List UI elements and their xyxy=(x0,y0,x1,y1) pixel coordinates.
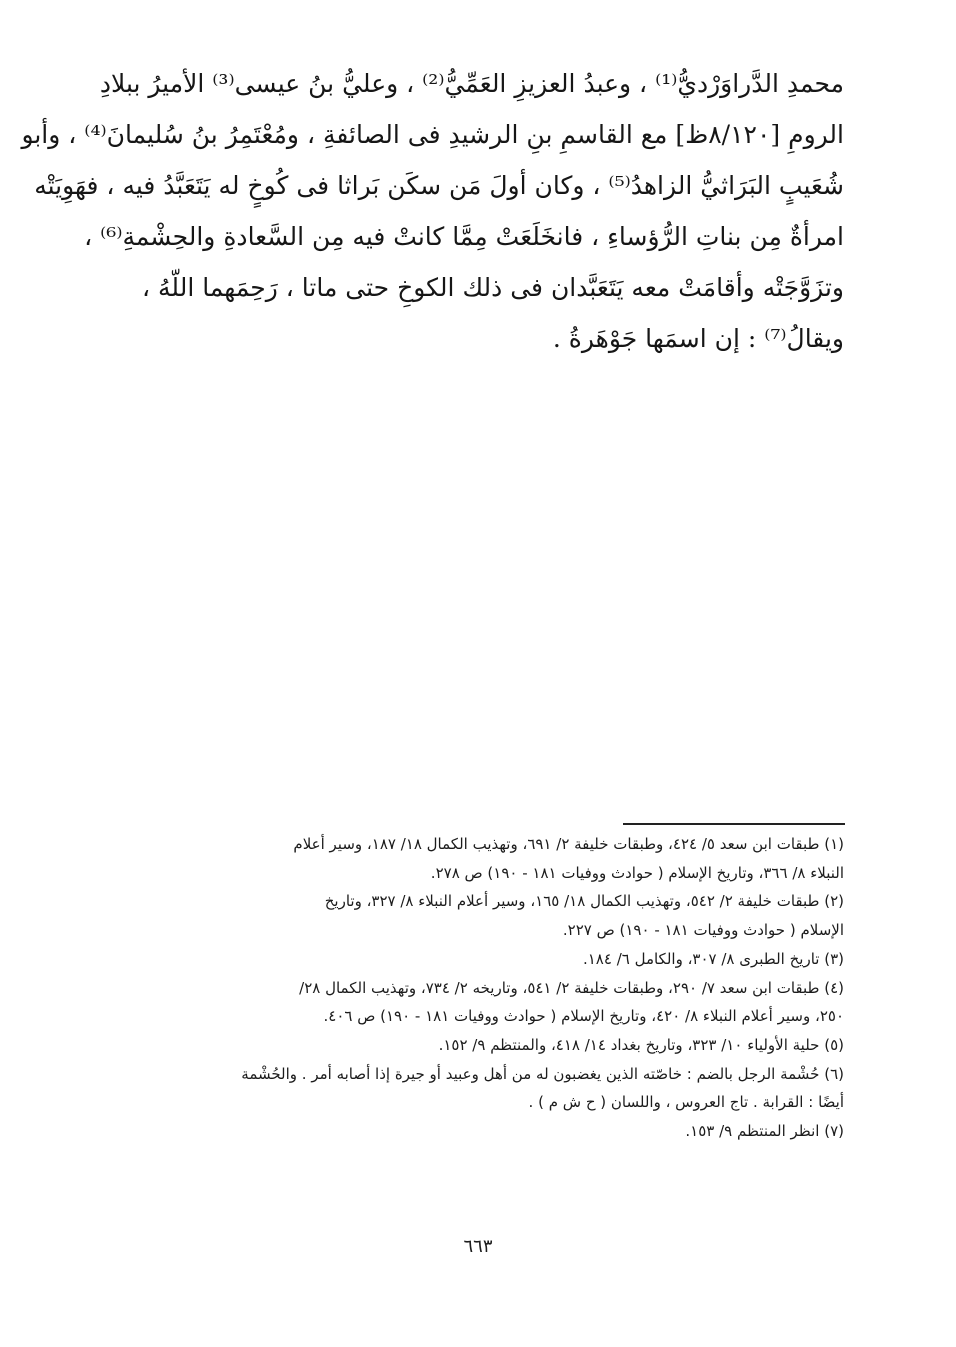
text-line: محمدِ الدَّراوَرْديُّ⁽¹⁾ ، وعبدُ العزيزِ العَمِّيُّ⁽²⁾ ، وعليُّ بنُ عيسى⁽³⁾ الأميرُ ببلادِ xyxy=(99,69,844,98)
text-line: ويقالُ⁽⁷⁾ : إن اسمَها جَوْهَرةُ . xyxy=(552,324,844,353)
footnote-line: أيضًا : القرابة . تاج العروس ، واللسان ( ح ش م ) . xyxy=(528,1093,844,1112)
page-number: ٦٦٣ xyxy=(463,1236,493,1257)
footnote-line: ٢٥٠، وسير أعلام النبلاء ٨/ ٤٢٠، وتاريخ الإسلام ( حوادث ووفيات ١٨١ - ١٩٠) ص ٤٠٦. xyxy=(323,1007,844,1026)
footnote-line: (١) طبقات ابن سعد ٥/ ٤٢٤، وطبقات خليفة ٢/ ٦٩١، وتهذيب الكمال ١٨/ ١٨٧، وسير أعلام xyxy=(293,835,844,853)
footnotes xyxy=(118,830,844,1146)
footnote-separator xyxy=(623,823,845,825)
text-line: شُعَيبٍ البَرَاثيُّ الزاهدُ⁽⁵⁾ ، وكان أولَ مَن سكَن بَراثا فى كُوخٍ له يَتَعَبَّدُ فيه ، فهَوِيَتْه xyxy=(34,171,844,200)
text-line: وتزَوَّجَتْه وأقامَتْ معه يَتَعَبَّدان فى ذلك الكوخِ حتى ماتا ، رَحِمَهما اللّهُ ، xyxy=(142,273,844,302)
footnote-line: (٣) تاريخ الطبرى ٨/ ٣٠٧، والكامل ٦/ ١٨٤. xyxy=(582,949,844,968)
text-line: الرومِ [٨/١٢٠ظ] مع القاسمِ بنِ الرشيدِ فى الصائفةِ ، ومُعْتَمِرُ بنُ سُليمانَ⁽⁴⁾ ، وأبو xyxy=(21,120,844,149)
footnote-line: (٥) حلية الأولياء ١٠/ ٣٢٣، وتاريخ بغداد ١٤/ ٤١٨، والمنتظم ٩/ ١٥٢. xyxy=(438,1035,844,1054)
footnote-line: (٧) انظر المنتظم ٩/ ١٥٣. xyxy=(685,1122,844,1141)
footnote-line: (٤) طبقات ابن سعد ٧/ ٢٩٠، وطبقات خليفة ٢/ ٥٤١، وتاريخه ٢/ ٧٣٤، وتهذيب الكمال ٢٨/ xyxy=(299,978,844,997)
footnote-line: (٦) حُشْمة الرجل بالضم : خاصّته الذين يغضبون له من أهل وعبيد أو جيرة إذا أصابه أمر . والحُشْمة xyxy=(241,1064,844,1083)
footnote-line: الإسلام ( حوادث ووفيات ١٨١ - ١٩٠) ص ٢٢٧. xyxy=(562,921,844,940)
text-line: امرأةٌ مِن بناتِ الرُّؤساءِ ، فانخَلَعَتْ مِمَّا كانتْ فيه مِن السَّعادةِ والحِشْمةِ⁽⁶⁾ ، xyxy=(84,222,844,251)
footnote-line: (٢) طبقات خليفة ٢/ ٥٤٢، وتهذيب الكمال ١٨/ ١٦٥، وسير أعلام النبلاء ٨/ ٣٢٧، وتاريخ xyxy=(324,892,844,911)
main-text xyxy=(21,58,844,364)
footnote-line: النبلاء ٨/ ٣٦٦، وتاريخ الإسلام ( حوادث ووفيات ١٨١ - ١٩٠) ص ٢٧٨. xyxy=(430,863,844,882)
